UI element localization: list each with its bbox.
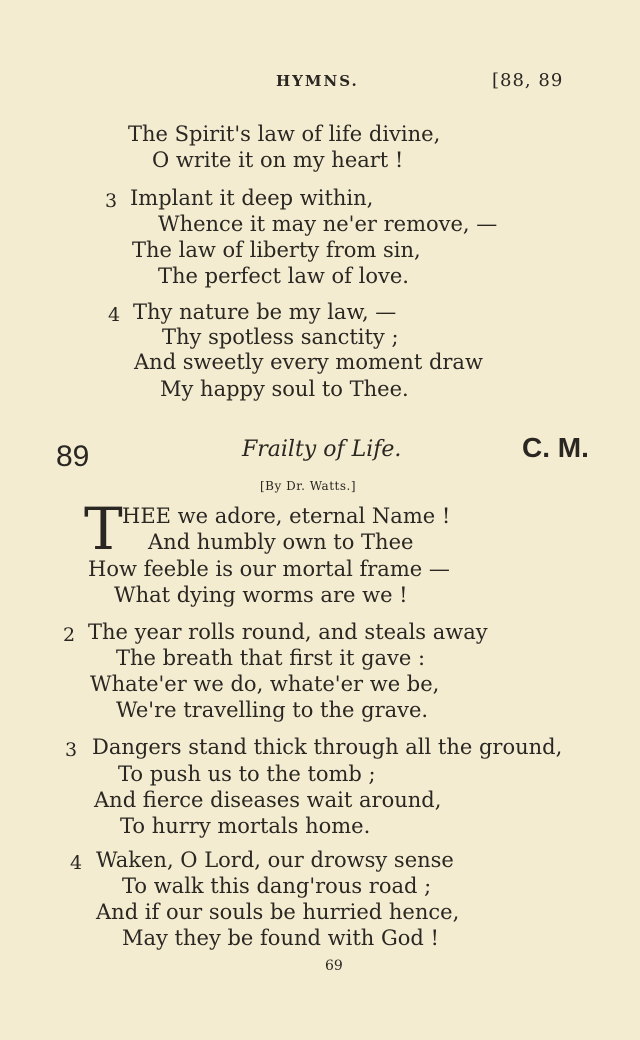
running-head: HYMNS.: [276, 72, 359, 90]
hymn-title: Frailty of Life.: [242, 437, 402, 462]
verse-line: We're travelling to the grave.: [116, 698, 429, 722]
verse-line: To hurry mortals home.: [120, 814, 371, 838]
verse-line: To walk this dang'rous road ;: [122, 874, 432, 898]
verse-line: Thy spotless sanctity ;: [162, 325, 399, 349]
hymn-range: [88, 89: [492, 70, 564, 91]
page-number: 69: [325, 958, 343, 974]
drop-cap: T: [84, 495, 123, 563]
verse-line: The law of liberty from sin,: [132, 238, 421, 262]
verse-line: And if our souls be hurried hence,: [96, 900, 460, 924]
verse-line: HEE we adore, eternal Name !: [122, 504, 451, 528]
verse-line: What dying worms are we !: [114, 583, 408, 607]
verse-line: Thy nature be my law, —: [133, 300, 397, 324]
verse-number: 4: [108, 304, 121, 326]
verse-line: Implant it deep within,: [130, 186, 374, 210]
hymn-meter: C. M.: [522, 432, 589, 463]
hymn-number: 89: [56, 440, 90, 473]
verse-line: May they be found with God !: [122, 926, 439, 950]
verse-number: 4: [70, 852, 83, 874]
verse-line: And sweetly every moment draw: [134, 350, 483, 374]
verse-line: Whate'er we do, whate'er we be,: [90, 672, 440, 696]
verse-line: The perfect law of love.: [158, 264, 409, 288]
verse-number: 2: [63, 624, 76, 646]
verse-line: Whence it may ne'er remove, —: [158, 212, 498, 236]
verse-line: The Spirit's law of life divine,: [128, 122, 441, 146]
verse-line: O write it on my heart !: [152, 148, 404, 172]
verse-line: To push us to the tomb ;: [118, 762, 376, 786]
hymn-attribution: [By Dr. Watts.]: [260, 479, 357, 493]
verse-number: 3: [65, 739, 78, 761]
verse-line: How feeble is our mortal frame —: [88, 557, 450, 581]
verse-line: And humbly own to Thee: [148, 530, 414, 554]
verse-line: The breath that first it gave :: [116, 646, 426, 670]
verse-line: My happy soul to Thee.: [160, 377, 409, 401]
verse-line: The year rolls round, and steals away: [88, 620, 488, 644]
verse-number: 3: [105, 190, 118, 212]
verse-line: Dangers stand thick through all the ground,: [92, 735, 563, 759]
verse-line: And fierce diseases wait around,: [94, 788, 442, 812]
verse-line: Waken, O Lord, our drowsy sense: [96, 848, 454, 872]
